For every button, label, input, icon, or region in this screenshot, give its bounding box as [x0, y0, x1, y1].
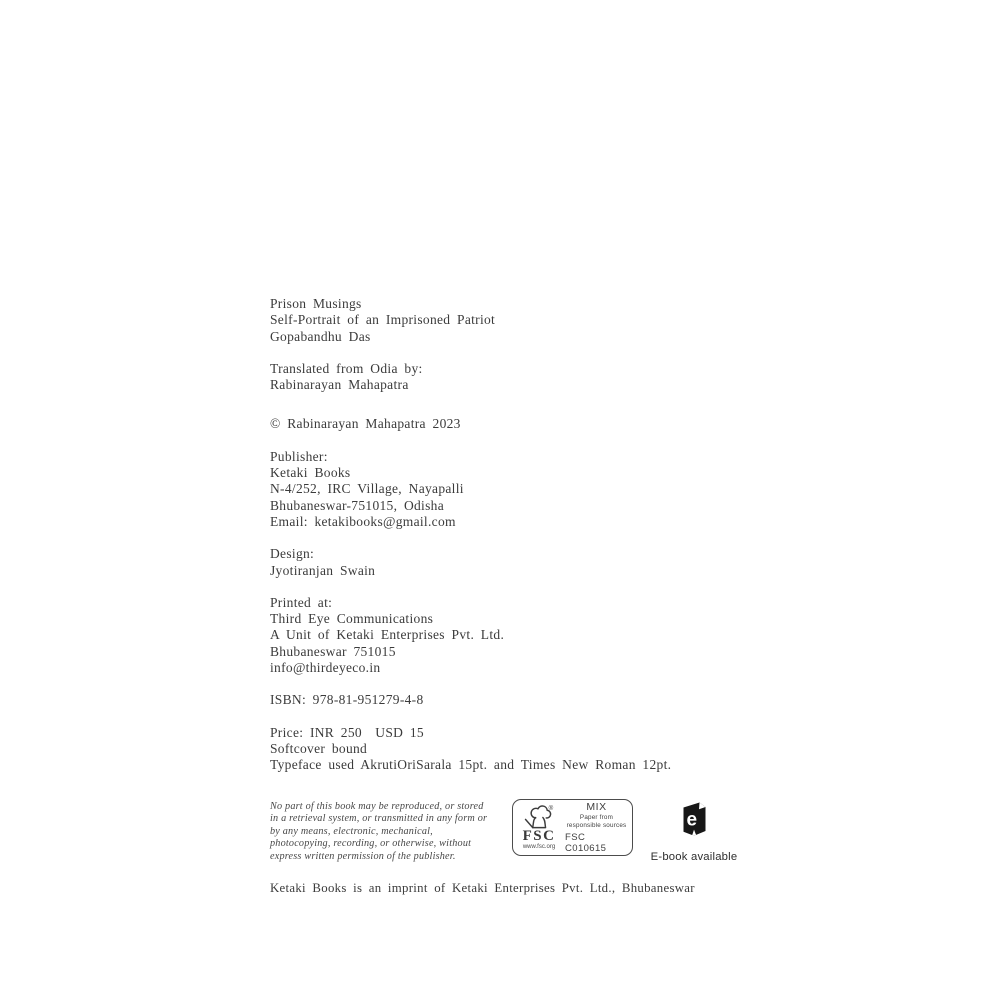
price-line: Price: INR 250 USD 15 [270, 724, 424, 740]
rights-line: express written permission of the publisher. [270, 850, 456, 862]
rights-line: No part of this book may be reproduced, or stored [270, 801, 484, 812]
price-block [270, 725, 830, 774]
printer-city: Bhubaneswar 751015 [270, 643, 396, 659]
publisher-email: Email: ketakibooks@gmail.com [270, 513, 456, 529]
fsc-mix-label: MIX [586, 800, 607, 813]
publisher-block [270, 449, 830, 530]
fsc-desc-line: responsible sources [566, 821, 627, 829]
imprint-text-column [270, 296, 830, 790]
ebook-label: E-book available [650, 851, 738, 863]
fsc-url: www.fsc.org [522, 844, 556, 850]
printer-email: info@thirdeyeco.in [270, 660, 381, 676]
imprint-footer-line: Ketaki Books is an imprint of Ketaki Enterprises Pvt. Ltd., Bhubaneswar [270, 881, 695, 895]
design-block [270, 546, 830, 579]
publisher-name: Ketaki Books [270, 465, 351, 481]
rights-line: in a retrieval system, or transmitted in any form or [270, 813, 488, 825]
fsc-wordmark: FSC [522, 828, 556, 844]
translator-block [270, 361, 830, 394]
rights-notice [270, 801, 492, 863]
fsc-tree-check-icon [522, 803, 556, 830]
translator-name: Rabinarayan Mahapatra [270, 377, 409, 393]
title-block [270, 296, 830, 345]
translator-label: Translated from Odia by: [270, 360, 423, 376]
ebook-available-badge [648, 801, 740, 863]
publisher-label: Publisher: [270, 448, 328, 464]
book-title: Prison Musings [270, 296, 362, 311]
fsc-left-panel [513, 800, 565, 855]
copyright-block [270, 416, 830, 432]
fsc-certification-label [512, 799, 633, 856]
binding-line: Softcover bound [270, 740, 368, 756]
printer-unit: A Unit of Ketaki Enterprises Pvt. Ltd. [270, 627, 505, 643]
isbn-block [270, 692, 830, 708]
publisher-address1: N-4/252, IRC Village, Nayapalli [270, 481, 464, 497]
book-author: Gopabandhu Das [270, 328, 371, 344]
printer-block [270, 595, 830, 676]
fsc-desc-line: Paper from [579, 813, 614, 821]
rights-line: by any means, electronic, mechanical, [270, 825, 433, 837]
fsc-right-panel [565, 800, 632, 855]
ebook-icon [679, 801, 709, 842]
publisher-address2: Bhubaneswar-751015, Odisha [270, 497, 444, 513]
rights-line: photocopying, recording, or otherwise, without [270, 838, 472, 850]
svg-text:®: ® [548, 804, 554, 812]
design-label: Design: [270, 546, 315, 562]
copyright-line: © Rabinarayan Mahapatra 2023 [270, 416, 461, 432]
printer-label: Printed at: [270, 594, 333, 610]
printer-name: Third Eye Communications [270, 611, 434, 627]
designer-name: Jyotiranjan Swain [270, 562, 376, 578]
isbn-line: ISBN: 978-81-951279-4-8 [270, 692, 424, 708]
typeface-line: Typeface used AkrutiOriSarala 15pt. and Times New Roman 12pt. [270, 757, 672, 773]
fsc-license-code: FSC C010615 [565, 832, 607, 855]
svg-text:e: e [686, 809, 698, 831]
book-subtitle: Self-Portrait of an Imprisoned Patriot [270, 312, 496, 328]
